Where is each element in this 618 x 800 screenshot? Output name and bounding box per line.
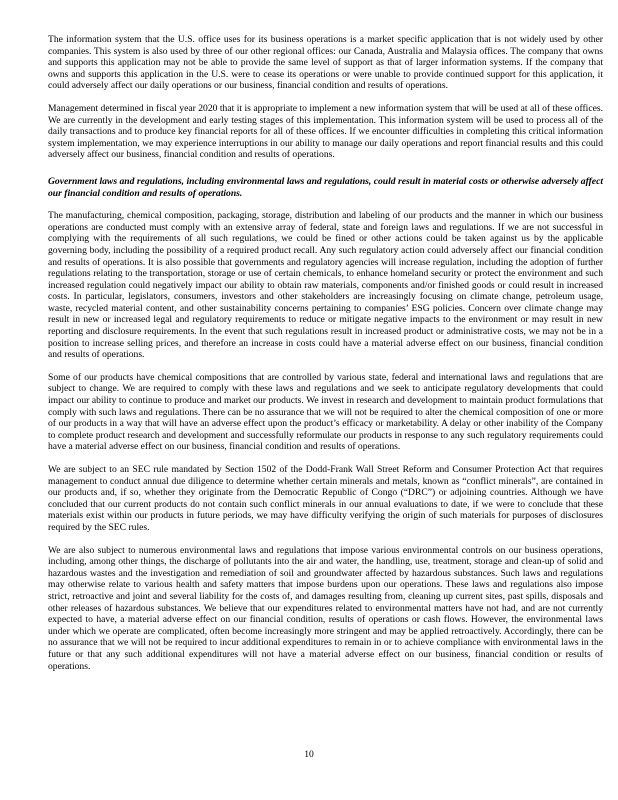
risk-factor-heading: Government laws and regulations, including environmental laws and regulations, could result in material costs or otherwise adversely affect our financial condition and results of operations. — [48, 175, 603, 199]
paragraph-regulatory-compliance: The manufacturing, chemical composition, packaging, storage, distribution and labeling of our products and the manner in which our business operations are conducted must comply with an extensive array of federal, state and foreign laws and regulations. If we are not successful in complying with the requirements of all such regulations, we could be fined or other actions could be taken against us by the applicable governing body, including the possibility of a required product recall. Any such regulatory action could adversely affect our financial condition and results of operations. It is also possible that governments and regulatory agencies will increase regulation, including the adoption of further regulations relating to the transportation, storage or use of certain chemicals, to enhance homeland security or protect the environment and such increased regulation could negatively impact our ability to obtain raw materials, components and/or finished goods or could result in increased costs. In particular, legislators, consumers, investors and other stakeholders are increasingly focusing on climate change, petroleum usage, waste, recycled material content, and other sustainability concerns pertaining to companies’ ESG policies. Concern over climate change may result in new or increased legal and regulatory requirements to reduce or mitigate negative impacts to the environment or may result in new reporting and disclosure requirements. In the event that such regulations result in increased product or administrative costs, we may not be in a position to increase selling prices, and therefore an increase in costs could have a material adverse effect on our business, financial condition and results of operations. — [48, 210, 603, 361]
paragraph-info-system: The information system that the U.S. office uses for its business operations is a market specific application that is not widely used by other companies. This system is also used by three of our other regional offices: our Canada, Australia and Malaysia offices. The company that owns and supports this application may not be able to provide the same level of support as that of larger information systems. If the company that owns and supports this application in the U.S. were to cease its operations or were unable to provide continued support for this application, it could adversely affect our daily operations or our business, financial condition and results of operations. — [48, 34, 603, 92]
paragraph-conflict-minerals: We are subject to an SEC rule mandated by Section 1502 of the Dodd-Frank Wall Street Reform and Consumer Protection Act that requires management to conduct annual due diligence to determine whether certain minerals and metals, known as “conflict minerals”, are contained in our products and, if so, whether they originate from the Democratic Republic of Congo (“DRC”) or adjoining countries. Although we have concluded that our current products do not contain such conflict minerals in our annual evaluations to date, if we were to conclude that these materials exist within our products in future periods, we may have difficulty verifying the origin of such materials for purposes of disclosures required by the SEC rules. — [48, 464, 603, 533]
paragraph-new-system-implementation: Management determined in fiscal year 2020 that it is appropriate to implement a new information system that will be used at all of these offices. We are currently in the development and early testing stages of this implementation. This information system will be used to process all of the daily transactions and to produce key financial reports for all of these offices. If we encounter difficulties in completing this critical information system implementation, we may experience interruptions in our ability to manage our daily operations and report financial results and this could adversely affect our business, financial condition and results of operations. — [48, 102, 603, 161]
paragraph-environmental-laws: We are also subject to numerous environmental laws and regulations that impose various environmental controls on our business operations, including, among other things, the discharge of pollutants into the air and water, the handling, use, treatment, storage and clean-up of solid and hazardous wastes and the investigation and remediation of soil and groundwater affected by hazardous substances. Such laws and regulations may otherwise relate to various health and safety matters that impose burdens upon our operations. These laws and regulations also impose strict, retroactive and joint and several liability for the costs of, and damages resulting from, cleaning up current sites, past spills, disposals and other releases of hazardous substances. We believe that our expenditures related to environmental matters have not had, and are not currently expected to have, a material adverse effect on our financial condition, results of operations or cash flows. However, the environmental laws under which we operate are complicated, often become increasingly more stringent and may be applied retroactively. Accordingly, there can be no assurance that we will not be required to incur additional expenditures to remain in or to achieve compliance with environmental laws in the future or that any such additional expenditures will not have a material adverse effect on our business, financial condition or results of operations. — [48, 544, 603, 672]
page-number: 10 — [304, 749, 314, 760]
paragraph-chemical-compositions: Some of our products have chemical compositions that are controlled by various state, federal and international laws and regulations that are subject to change. We are required to comply with these laws and regulations and we seek to anticipate regulatory developments that could impact our ability to continue to produce and market our products. We invest in research and development to maintain product formulations that comply with such laws and regulations. There can be no assurance that we will not be required to alter the chemical composition of one or more of our products in a way that will have an adverse effect upon the product’s efficacy or marketability. A delay or other inability of the Company to complete product research and development and successfully reformulate our products in response to any such regulatory requirements could have a material adverse effect on our business, financial condition and results of operations. — [48, 371, 603, 453]
